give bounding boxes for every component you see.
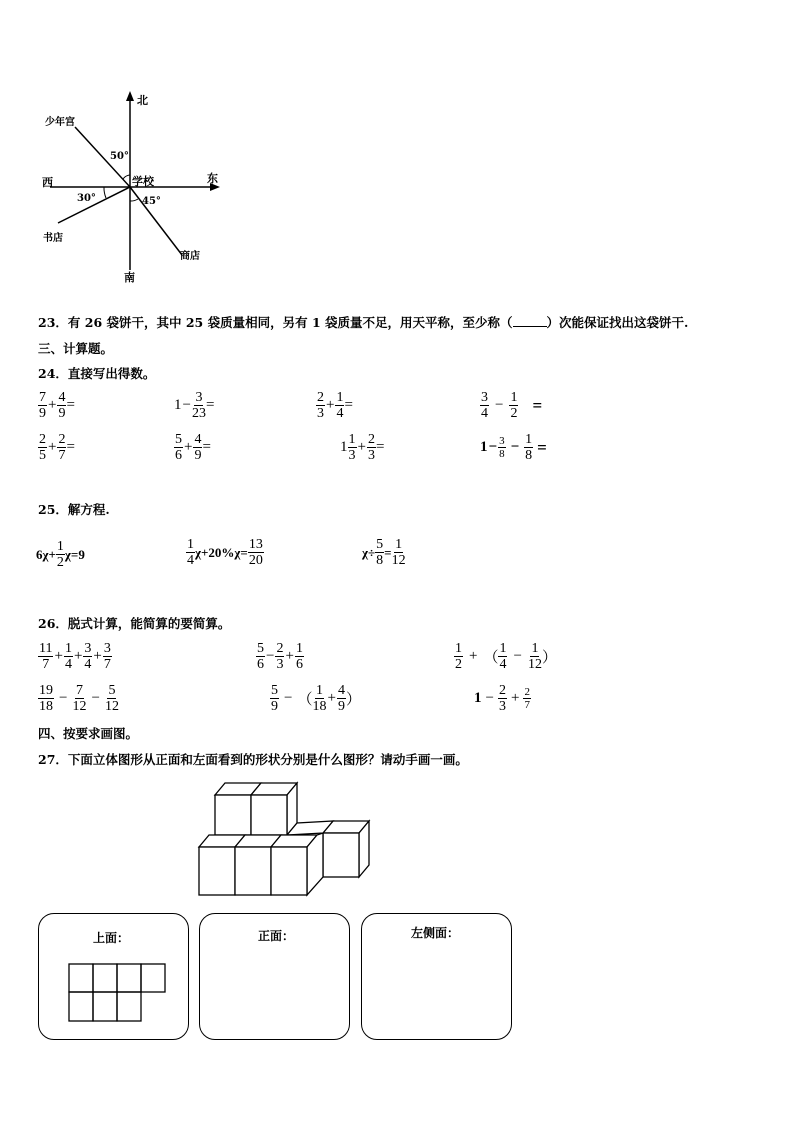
q25-equation-1: 6χ+ $\frac{1}{2}$ χ=9 bbox=[36, 539, 85, 570]
label-youth-palace: 少年宫 bbox=[45, 117, 75, 128]
section-3-title: 三、计算题。 bbox=[38, 341, 114, 356]
q26-expr-5: $\frac{5}{9}$ − （ $\frac{1}{18}$ + $\frac{4}{9}$ ） bbox=[271, 683, 361, 714]
question-24-title: 24．直接写出得数。 bbox=[38, 366, 156, 381]
q24-item-3: $\frac{2}{3}$ + $\frac{1}{4}$ = bbox=[317, 390, 353, 421]
section-4-title: 四、按要求画图。 bbox=[38, 726, 139, 741]
label-bookstore: 书店 bbox=[43, 233, 63, 244]
q25-equation-3: χ÷ $\frac{5}{8}$ = $\frac{1}{12}$ bbox=[362, 537, 406, 568]
front-view-label: 正面： bbox=[258, 929, 295, 943]
q24-item-6: $\frac{5}{6}$ + $\frac{4}{9}$ = bbox=[175, 432, 211, 463]
question-23: 23．有 26 袋饼干，其中 25 袋质量相同，另有 1 袋质量不足，用天平称，至少称（ ）次能保证找出这袋饼干. bbox=[38, 315, 689, 330]
q24-item-8: 1 − $\frac{3}{8}$ − $\frac{1}{8}$ = bbox=[480, 432, 547, 463]
q24-item-4: $\frac{3}{4}$ − $\frac{1}{2}$ = bbox=[481, 390, 543, 421]
label-school: 学校 bbox=[132, 175, 154, 188]
label-east: 东 bbox=[207, 172, 218, 185]
left-view-label: 左侧面： bbox=[411, 926, 460, 940]
question-26-title: 26．脱式计算，能简算的要简算。 bbox=[38, 616, 231, 631]
q25-equation-2: $\frac{1}{4}$ χ+20%χ= $\frac{13}{20}$ bbox=[187, 537, 263, 568]
q24-item-1: $\frac{7}{9}$ + $\frac{4}{9}$ = bbox=[39, 390, 75, 421]
q26-expr-4: $\frac{19}{18}$ − $\frac{7}{12}$ − $\frac{5}{12}$ bbox=[39, 683, 119, 714]
top-view-grid bbox=[68, 962, 170, 1024]
q24-item-7: 1 $\frac{1}{3}$ + $\frac{2}{3}$ = bbox=[340, 432, 385, 463]
label-south: 南 bbox=[124, 271, 135, 284]
angle-palace: 50° bbox=[110, 151, 129, 162]
q26-expr-3: $\frac{1}{2}$ + （ $\frac{1}{4}$ − $\frac{1}{12}$ ） bbox=[455, 641, 557, 672]
angle-bookstore: 30° bbox=[77, 193, 96, 204]
label-west: 西 bbox=[42, 176, 53, 189]
angle-shop: 45° bbox=[142, 196, 161, 207]
q26-expr-1: $\frac{11}{7}$ + $\frac{1}{4}$ + $\frac{3}{4}$ + $\frac{3}{7}$ bbox=[39, 641, 111, 672]
q26-expr-2: $\frac{5}{6}$ − $\frac{2}{3}$ + $\frac{1}{6}$ bbox=[257, 641, 303, 672]
q24-item-5: $\frac{2}{5}$ + $\frac{2}{7}$ = bbox=[39, 432, 75, 463]
cube-stack-figure bbox=[195, 775, 380, 900]
q24-item-2: 1 − $\frac{3}{23}$ = bbox=[174, 390, 215, 421]
question-25-title: 25．解方程. bbox=[38, 502, 110, 517]
label-north: 北 bbox=[137, 94, 148, 107]
label-shop: 商店 bbox=[180, 251, 200, 262]
top-view-label: 上面： bbox=[93, 931, 130, 945]
question-27-title: 27．下面立体图形从正面和左面看到的形状分别是什么图形？请动手画一画。 bbox=[38, 752, 468, 767]
answer-blank[interactable] bbox=[513, 314, 547, 327]
q26-expr-6: 1 − $\frac{2}{3}$ + $\frac{2}{7}$ bbox=[474, 683, 530, 714]
